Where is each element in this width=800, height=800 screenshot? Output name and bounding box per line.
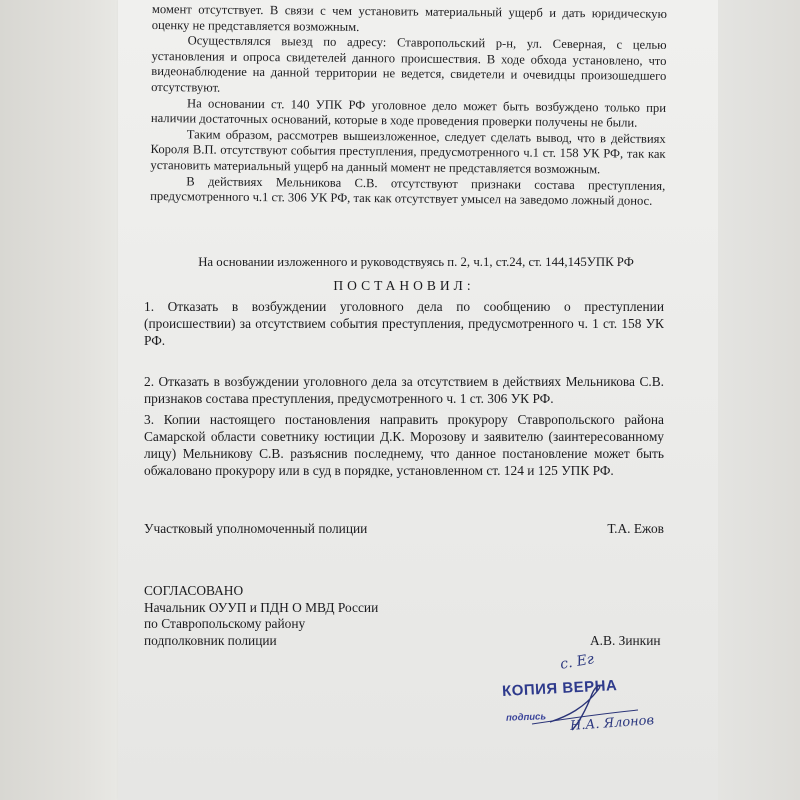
paragraph: Таким образом, рассмотрев вышеизложенное, следует сделать вывод, что в действиях Короля В.П. отсутствуют события преступления, предусмотренного ч.1 ст. 158 УК РФ, так как установить материальный ущерб на данный момент не представляется возможным. bbox=[150, 127, 666, 177]
resolution-item-text: 2. Отказать в возбуждении уголовного дела за отсутствием в действиях Мельникова С.В. признаков состава преступления, предусмотренного ч. 1 ст. 306 УК РФ. bbox=[144, 374, 664, 406]
handwritten-mark: с. Ег bbox=[558, 651, 596, 673]
resolution-item-1 bbox=[144, 298, 664, 349]
top-text-block bbox=[150, 2, 667, 210]
resolution-heading: ПОСТАНОВИЛ: bbox=[333, 278, 475, 293]
resolution-item-text: 3. Копии настоящего постановления направить прокурору Ставропольского района Самарской области советнику юстиции Д.К. Морозову и заявителю (заинтересованному лицу) Мельникову С.В. разъяснив последнему, что данное постановление может быть обжаловано прокурору или в суд в порядке, установленном ст. 124 и 125 УПК РФ. bbox=[144, 412, 664, 478]
paragraph: Осуществлялся выезд по адресу: Ставропольский р-н, ул. Северная, с целью установления и опроса свидетелей данного происшествия. В ходе обхода установлено, что видеонаблюдение на данной территории не ведется, свидетели и очевидцы произошедшего отсутствуют. bbox=[151, 33, 667, 95]
approval-line: по Ставропольскому району bbox=[144, 616, 306, 631]
approver-name: А.В. Зинкин bbox=[590, 633, 661, 648]
handwritten-signature: Н.А. Ялонов bbox=[569, 713, 655, 734]
resolution-item-2 bbox=[144, 373, 664, 407]
signer-name: Т.А. Ежов bbox=[607, 521, 664, 536]
stamp-subtext: подпись bbox=[505, 711, 547, 724]
paragraph: момент отсутствует. В связи с чем установить материальный ущерб и дать юридическую оценку не представляется возможным. bbox=[151, 2, 667, 34]
approval-line: СОГЛАСОВАНО bbox=[144, 583, 244, 598]
background-right bbox=[718, 0, 800, 800]
signer-position: Участковый уполномоченный полиции bbox=[144, 521, 368, 536]
paragraph: На основании ст. 140 УПК РФ уголовное дело может быть возбуждено только при наличии достаточных оснований, которые в ходе проведения проверки получены не были. bbox=[150, 95, 667, 130]
resolution-item-text: 1. Отказать в возбуждении уголовного дела по сообщению о преступлении (происшествии) за отсутствием события преступления, предусмотренного ч. 1 ст. 158 УК РФ. bbox=[144, 299, 664, 348]
approval-line: подполковник полиции bbox=[144, 632, 277, 648]
resolution-item-3 bbox=[144, 411, 664, 479]
signature-row bbox=[144, 521, 664, 537]
basis-line: На основании изложенного и руководствуясь п. 2, ч.1, ст.24, ст. 144,145УПК РФ bbox=[198, 255, 634, 269]
approval-block bbox=[144, 583, 664, 649]
paragraph: В действиях Мельникова С.В. отсутствуют признаки состава преступления, предусмотренного ч.1 ст. 306 УК РФ, так как отсутствует умысел на заведомо ложный донос. bbox=[150, 173, 666, 208]
background-left bbox=[0, 0, 118, 800]
approval-line: Начальник ОУУП и ПДН О МВД России bbox=[144, 599, 379, 615]
stamp-text: КОПИЯ ВЕРНА bbox=[501, 676, 618, 701]
